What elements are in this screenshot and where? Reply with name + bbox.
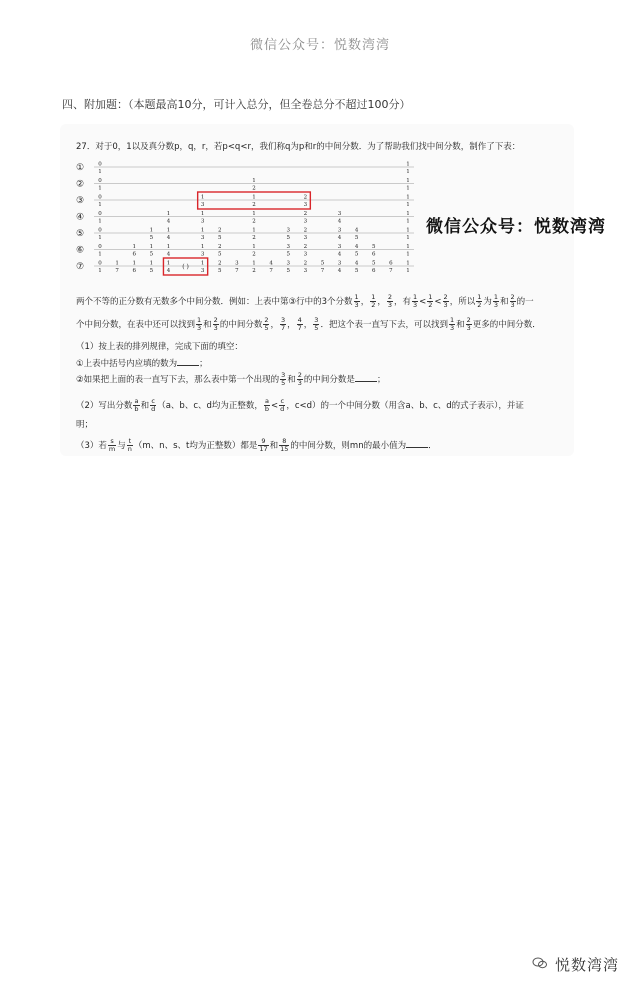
table-numerator: 1 [252, 178, 256, 184]
table-denominator: 7 [235, 268, 239, 274]
answer-blank[interactable] [355, 372, 377, 382]
table-numerator: 1 [406, 178, 410, 184]
table-numerator: 1 [406, 211, 410, 217]
table-numerator: 2 [303, 194, 308, 201]
table-numerator: 2 [218, 260, 222, 267]
table-denominator: 6 [372, 251, 376, 258]
table-numerator: 1 [252, 194, 256, 201]
table-numerator: 1 [149, 244, 154, 250]
table-denominator: 3 [200, 218, 205, 225]
table-denominator: 1 [98, 185, 102, 192]
table-denominator: 1 [406, 251, 410, 258]
table-denominator: 3 [200, 235, 205, 241]
table-denominator: 4 [166, 235, 171, 241]
table-denominator: 7 [115, 268, 119, 274]
question-2-cont: 明； [76, 420, 94, 430]
row-label: ⑥ [75, 245, 85, 256]
table-denominator: 3 [303, 218, 308, 225]
question-3: （3）若 $\frac{s}{m}$ 与 $\frac{t}{n}$ （m、n、s、t均为正整数）都是 $\frac{9}{17}$ 和 $\frac{8}{15}$ 的中间分数，则mn的最小值为 ． [76, 437, 437, 453]
table-denominator: 3 [200, 202, 205, 208]
question-1-1: ①上表中括号内应填的数为 ； [76, 356, 208, 369]
fraction: $\frac{a}{b}$ [264, 397, 270, 413]
table-denominator: 7 [269, 268, 273, 274]
table-denominator: 2 [252, 251, 256, 258]
table-numerator: 1 [166, 244, 171, 250]
row-label: ③ [75, 196, 85, 206]
table-numerator: 5 [372, 260, 376, 267]
table-denominator: 1 [406, 169, 410, 175]
text: 和 [269, 441, 279, 451]
table-numerator: 4 [354, 244, 359, 250]
table-numerator: 1 [252, 227, 256, 234]
table-denominator: 5 [354, 268, 359, 274]
fraction: $\frac{1}{2}$ [477, 293, 482, 309]
text: 的中间分数是 [303, 375, 355, 385]
fraction: $\frac{1}{3}$ [197, 316, 202, 332]
table-denominator: 3 [200, 251, 205, 258]
answer-blank[interactable] [177, 356, 199, 366]
table-denominator: 1 [406, 202, 410, 208]
text: 的中间分数，则mn的最小值为 [290, 441, 407, 451]
answer-blank[interactable] [406, 438, 428, 448]
table-denominator: 1 [98, 235, 102, 241]
table-numerator: 1 [200, 260, 205, 267]
table-numerator: 2 [218, 227, 222, 234]
table-numerator: 1 [166, 260, 171, 267]
table-denominator: 1 [98, 169, 102, 175]
table-denominator: 2 [252, 202, 256, 208]
fraction: $\frac{3}{7}$ [280, 316, 286, 332]
fraction: $\frac{3}{5}$ [281, 371, 286, 387]
table-numerator: 0 [98, 244, 102, 250]
fraction: $\frac{1}{3}$ [413, 293, 418, 309]
table-numerator: 5 [372, 244, 376, 250]
fraction: $\frac{1}{3}$ [493, 293, 498, 309]
fraction: $\frac{t}{n}$ [127, 437, 132, 453]
table-denominator: 5 [149, 268, 154, 274]
table-denominator: 5 [354, 251, 359, 258]
table-numerator: 5 [320, 260, 325, 267]
table-numerator: 1 [115, 260, 119, 267]
text: ．把这个表一直写下去，可以找到 [320, 320, 448, 330]
table-numerator: 1 [406, 194, 410, 201]
table-denominator: 5 [149, 251, 154, 258]
table-blank: ( ) [182, 263, 189, 271]
section-title: 四、附加题：（本题最高10分，可计入总分，但全卷总分不超过100分） [62, 98, 411, 111]
question-1: （1）按上表的排列规律，完成下面的填空： [76, 342, 243, 352]
question-27-intro: 27．对于0，1以及真分数p，q，r，若p<q<r，我们称q为p和r的中间分数．为了帮助我们找中间分数，制作了下表： [76, 142, 521, 152]
fraction: $\frac{1}{3}$ [354, 293, 359, 309]
fraction: $\frac{2}{5}$ [264, 316, 269, 332]
fraction: $\frac{2}{3}$ [510, 293, 515, 309]
table-denominator: 1 [98, 218, 102, 225]
table-denominator: 3 [303, 235, 308, 241]
table-denominator: 4 [166, 251, 171, 258]
table-denominator: 5 [354, 235, 359, 241]
table-denominator: 3 [200, 268, 205, 274]
paragraph-line-1: 两个不等的正分数有无数多个中间分数．例如：上表中第③行中的3个分数 $\frac{1}{3}$ ， $\frac{1}{2}$ ， $\frac{2}{3}$ ，有 $\frac{1}{3}$ < $\frac{1}{2}$ < $\frac{2}{3}$ ，所以 $\frac{1}{2}$ 为 $\frac{1}{3}$ 和 $\frac{2}{3}$ 的一 [76, 293, 534, 309]
overlay-watermark: 微信公众号：悦数湾湾 [426, 217, 606, 237]
table-numerator: 0 [98, 227, 102, 234]
table-numerator: 2 [303, 211, 308, 217]
text: 和 [203, 320, 212, 330]
table-denominator: 4 [337, 235, 342, 241]
table-denominator: 7 [389, 268, 393, 274]
table-numerator: 4 [269, 260, 273, 267]
table-denominator: 3 [303, 268, 308, 274]
table-denominator: 1 [98, 251, 102, 258]
fraction: $\frac{2}{3}$ [387, 293, 392, 309]
table-numerator: 2 [218, 244, 222, 250]
table-numerator: 1 [200, 211, 205, 217]
table-numerator: 0 [98, 161, 102, 168]
table-numerator: 3 [286, 260, 290, 267]
table-numerator: 1 [132, 244, 136, 250]
table-numerator: 3 [337, 244, 342, 250]
table-denominator: 2 [252, 185, 256, 192]
table-denominator: 5 [286, 268, 290, 274]
text: 更多的中间分数． [472, 320, 541, 330]
wechat-icon [532, 955, 548, 971]
table-numerator: 2 [303, 227, 308, 234]
fraction: $\frac{2}{3}$ [213, 316, 218, 332]
table-numerator: 4 [354, 227, 359, 234]
row-label: ⑦ [75, 262, 85, 272]
text: ②如果把上面的表一直写下去，那么表中第一个出现的 [76, 375, 280, 385]
table-denominator: 7 [320, 268, 325, 274]
table-numerator: 6 [389, 260, 393, 267]
text: 和 [456, 320, 465, 330]
question-2: （2）写出分数 $\frac{a}{b}$ 和 $\frac{c}{d}$ （a、b、c、d均为正整数， $\frac{a}{b}$ < $\frac{c}{d}$ ，c<d）的一个中间分数（用含a、b、c、d的式子表示），并证 [76, 397, 524, 413]
table-numerator: 0 [98, 194, 102, 201]
table-denominator: 6 [132, 268, 136, 274]
table-denominator: 4 [166, 268, 171, 274]
text: 的中间分数 [219, 320, 263, 330]
table-numerator: 2 [303, 244, 308, 250]
row-label: ④ [75, 212, 85, 223]
text: （2）写出分数 [76, 401, 133, 411]
fraction: $\frac{1}{3}$ [449, 316, 455, 332]
text: 与 [117, 441, 126, 451]
table-denominator: 2 [252, 268, 256, 274]
table-numerator: 1 [132, 260, 136, 267]
table-numerator: 1 [252, 260, 256, 267]
table-numerator: 1 [200, 194, 205, 201]
table-denominator: 1 [406, 268, 410, 274]
row-label: ⑤ [75, 229, 85, 239]
table-numerator: 1 [149, 227, 154, 234]
fraction: $\frac{3}{5}$ [314, 316, 319, 332]
table-numerator: 0 [98, 260, 102, 267]
table-numerator: 1 [200, 244, 205, 250]
table-numerator: 1 [406, 161, 410, 168]
text: （a、b、c、d均为正整数， [157, 401, 263, 411]
table-numerator: 2 [303, 260, 308, 267]
row-label: ① [75, 163, 85, 173]
fraction-table [70, 152, 420, 282]
fraction: $\frac{2}{3}$ [297, 371, 302, 387]
text: （3）若 [76, 441, 107, 451]
table-numerator: 1 [200, 227, 205, 234]
text: 两个不等的正分数有无数多个中间分数．例如：上表中第③行中的3个分数 [76, 297, 353, 307]
table-numerator: 3 [235, 260, 239, 267]
table-denominator: 5 [286, 251, 290, 258]
footer-watermark: 悦数湾湾 [555, 956, 620, 974]
table-numerator: 1 [406, 244, 410, 250]
table-numerator: 1 [406, 227, 410, 234]
table-denominator: 5 [218, 251, 222, 258]
question-1-2: ②如果把上面的表一直写下去，那么表中第一个出现的 $\frac{3}{5}$ 和 $\frac{2}{3}$ 的中间分数是 ； [76, 371, 386, 387]
fraction: $\frac{1}{2}$ [428, 293, 433, 309]
table-numerator: 1 [406, 260, 410, 267]
table-denominator: 5 [149, 235, 154, 241]
table-numerator: 3 [337, 260, 342, 267]
table-numerator: 1 [149, 260, 154, 267]
fraction: $\frac{2}{3}$ [466, 316, 471, 332]
fraction: $\frac{c}{d}$ [280, 397, 285, 413]
table-numerator: 4 [354, 260, 359, 267]
text: ①上表中括号内应填的数为 [76, 359, 178, 369]
paragraph-line-2: 个中间分数，在表中还可以找到 $\frac{1}{3}$ 和 $\frac{2}{3}$ 的中间分数 $\frac{2}{5}$ ， $\frac{3}{7}$ ， $\frac{4}{7}$ ， $\frac{3}{5}$ ．把这个表一直写下去，可以找到 $\frac{1}{3}$ 和 $\frac{2}{3}$ 更多的中间分数． [76, 316, 541, 332]
fraction: $\frac{s}{m}$ [108, 437, 116, 453]
table-numerator: 1 [252, 211, 256, 217]
table-numerator: 1 [166, 227, 171, 234]
fraction: $\frac{8}{15}$ [280, 437, 289, 453]
table-denominator: 1 [406, 235, 410, 241]
table-denominator: 3 [303, 202, 308, 208]
table-denominator: 1 [98, 202, 102, 208]
text: 的一 [516, 297, 534, 307]
table-denominator: 1 [406, 218, 410, 225]
text: 和 [140, 401, 150, 411]
table-numerator: 3 [337, 211, 342, 217]
table-numerator: 0 [98, 211, 102, 217]
header-watermark: 微信公众号：悦数湾湾 [249, 38, 390, 53]
text: ，所以 [449, 297, 476, 307]
table-numerator: 3 [286, 227, 290, 234]
table-denominator: 6 [372, 268, 376, 274]
table-numerator: 0 [98, 178, 102, 184]
text: 和 [500, 297, 509, 307]
table-denominator: 3 [303, 251, 308, 258]
table-numerator: 3 [337, 227, 342, 234]
row-label: ② [75, 179, 85, 190]
table-denominator: 4 [337, 268, 342, 274]
fraction: $\frac{9}{17}$ [259, 437, 268, 453]
fraction: $\frac{1}{2}$ [371, 293, 376, 309]
table-denominator: 2 [252, 235, 256, 241]
table-denominator: 2 [252, 218, 256, 225]
text: ，有 [394, 297, 412, 307]
table-denominator: 4 [337, 251, 342, 258]
text: 个中间分数，在表中还可以找到 [76, 320, 196, 330]
table-denominator: 1 [406, 185, 410, 192]
table-denominator: 1 [98, 268, 102, 274]
text: ，c<d）的一个中间分数（用含a、b、c、d的式子表示），并证 [286, 401, 524, 411]
fraction: $\frac{4}{7}$ [297, 316, 302, 332]
fraction: $\frac{a}{b}$ [134, 397, 139, 413]
table-denominator: 4 [337, 218, 342, 225]
table-denominator: 4 [166, 218, 171, 225]
fraction: $\frac{c}{d}$ [151, 397, 156, 413]
table-numerator: 1 [252, 244, 256, 250]
table-numerator: 3 [286, 244, 290, 250]
table-denominator: 6 [132, 251, 136, 258]
table-denominator: 5 [218, 268, 222, 274]
table-denominator: 5 [218, 235, 222, 241]
fraction: $\frac{2}{3}$ [443, 293, 448, 309]
text: 和 [287, 375, 296, 385]
table-numerator: 1 [166, 211, 171, 217]
table-denominator: 5 [286, 235, 290, 241]
text: （m、n、s、t均为正整数）都是 [133, 441, 258, 451]
